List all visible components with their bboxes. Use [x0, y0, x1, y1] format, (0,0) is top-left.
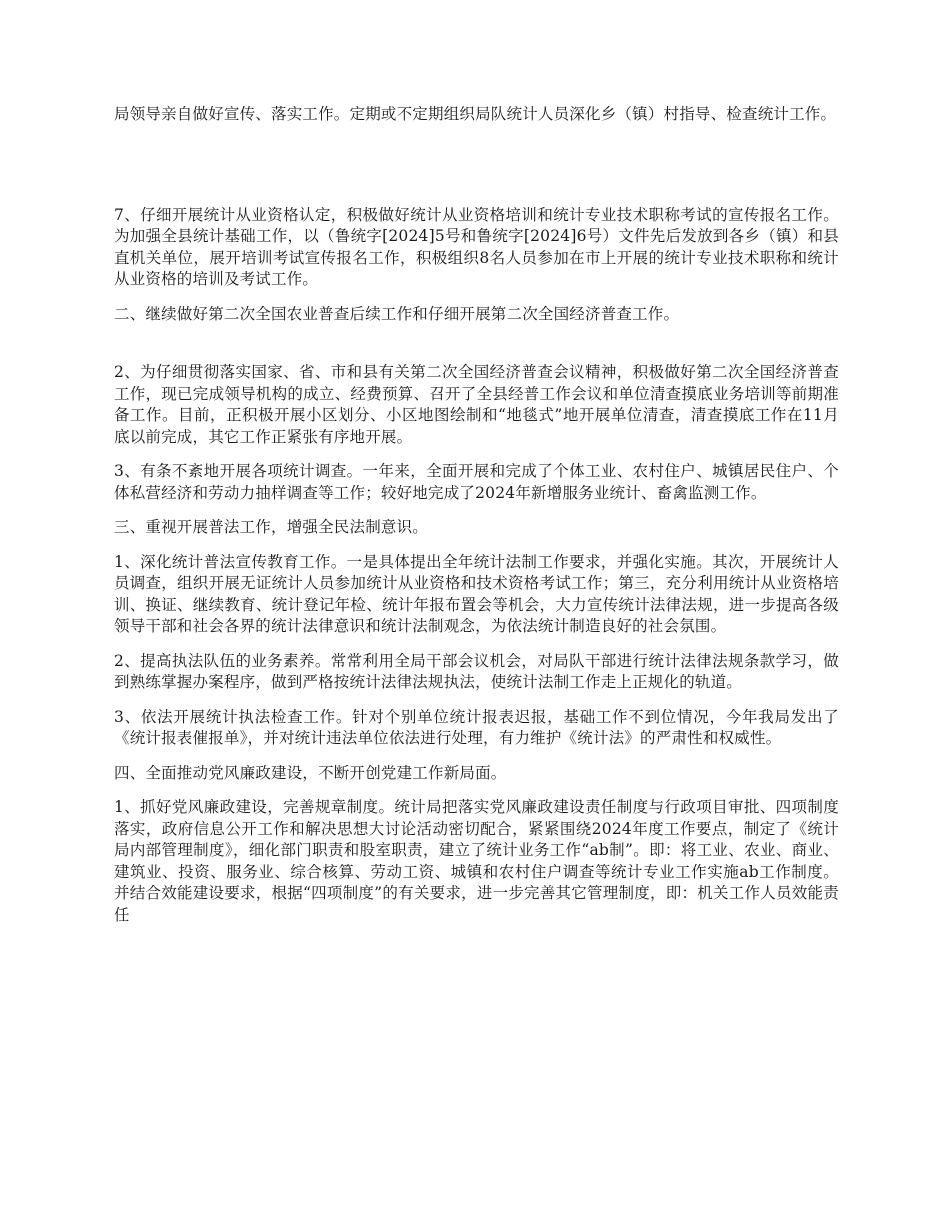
paragraph-7: 3、依法开展统计执法检查工作。针对个别单位统计报表迟报，基础工作不到位情况，今年我局发出了《统计报表催报单》，并对统计违法单位依法进行处理，有力维护《统计法》的严肃性和权威性。 [114, 707, 839, 747]
paragraph-8: 1、抓好党风廉政建设，完善规章制度。统计局把落实党风廉政建设责任制度与行政项目审批、四项制度落实，政府信息公开工作和解决思想大讨论活动密切配合，紧紧围绕2024年度工作要点，制定了《统计局内部管理制度》，细化部门职责和股室职责，建立了统计业务工作“ab制”。即：将工业、农业、商业、建筑业、投资、服务业、综合核算、劳动工资、城镇和农村住户调查等统计专业工作实施ab工作制度。并结合效能建设要求，根据“四项制度”的有关要求，进一步完善其它管理制度，即：机关工作人员效能责任 [114, 798, 839, 924]
paragraph-6: 2、提高执法队伍的业务素养。常常利用全局干部会议机会，对局队干部进行统计法律法规条款学习，做到熟练掌握办案程序，做到严格按统计法律法规执法，使统计法制工作走上正规化的轨道。 [114, 651, 839, 691]
paragraph-2: 7、仔细开展统计从业资格认定，积极做好统计从业资格培训和统计专业技术职称考试的宣传报名工作。为加强全县统计基础工作，以（鲁统字[2024]5号和鲁统字[2024]6号）文件先后发放到各乡（镇）和县直机关单位，展开培训考试宣传报名工作，积极组织8名人员参加在市上开展的统计专业技术职称和统计从业资格的培训及考试工作。 [114, 205, 839, 288]
paragraph-3: 2、为仔细贯彻落实国家、省、市和县有关第二次全国经济普查会议精神，积极做好第二次全国经济普查工作，现已完成领导机构的成立、经费预算、召开了全县经普工作会议和单位清查摸底业务培训等前期准备工作。目前，正积极开展小区划分、小区地图绘制和“地毯式”地开展单位清查，清查摸底工作在11月底以前完成，其它工作正紧张有序地开展。 [114, 363, 839, 446]
section-heading-3: 三、重视开展普法工作，增强全民法制意识。 [114, 518, 429, 536]
paragraph-5: 1、深化统计普法宣传教育工作。一是具体提出全年统计法制工作要求，并强化实施。其次，开展统计人员调查，组织开展无证统计人员参加统计从业资格和技术资格考试工作；第三，充分利用统计从业资格培训、换证、继续教育、统计登记年检、统计年报布置会等机会，大力宣传统计法律法规，进一步提高各级领导干部和社会各界的统计法律意识和统计法制观念，为依法统计制造良好的社会氛围。 [114, 552, 839, 635]
section-heading-4: 四、全面推动党风廉政建设，不断开创党建工作新局面。 [114, 763, 507, 782]
document-body [114, 104, 839, 939]
paragraph-1: 局领导亲自做好宣传、落实工作。定期或不定期组织局队统计人员深化乡（镇）村指导、检查统计工作。 [114, 105, 837, 123]
paragraph-4: 3、有条不紊地开展各项统计调查。一年来，全面开展和完成了个体工业、农村住户、城镇居民住户、个体私营经济和劳动力抽样调查等工作；较好地完成了2024年新增服务业统计、畜禽监测工作。 [114, 462, 839, 502]
section-heading-2: 二、继续做好第二次全国农业普查后续工作和仔细开展第二次全国经济普查工作。 [114, 304, 680, 323]
